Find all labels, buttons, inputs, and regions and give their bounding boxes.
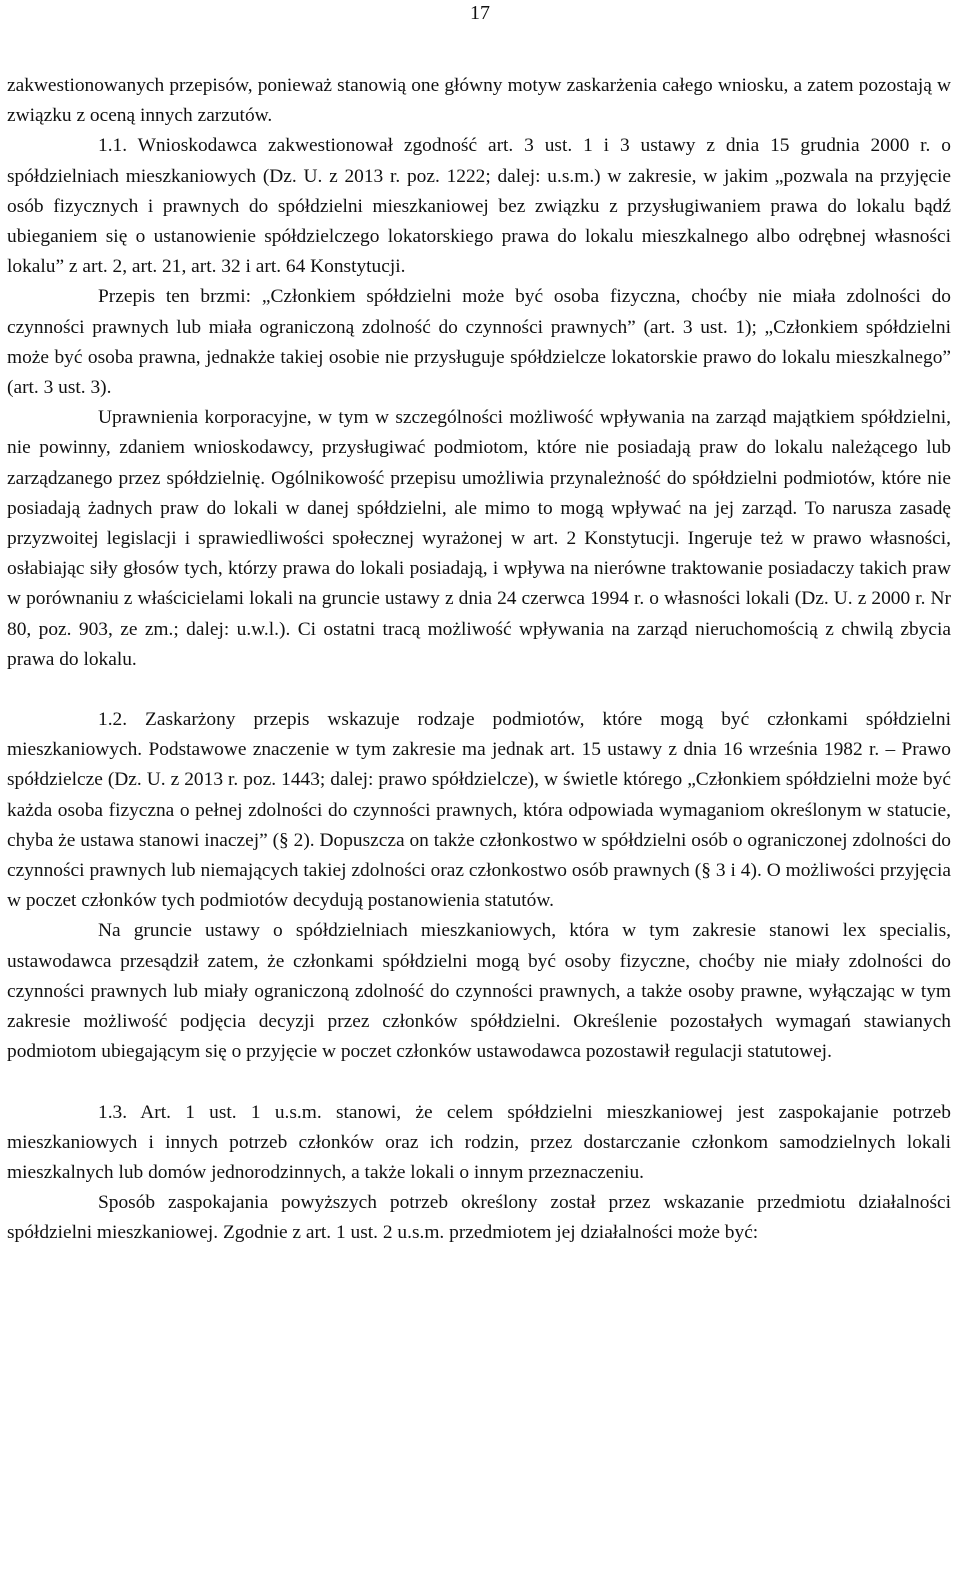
paragraph-1-3: 1.3. Art. 1 ust. 1 u.s.m. stanowi, że celem spółdzielni mieszkaniowej jest zaspokajanie potrzeb mieszkaniowych i innych potrzeb członków oraz ich rodzin, przez dostarczanie członkom samodzielnych lokali mieszkalnych lub domów jednorodzinnych, a także lokali o innym przeznaczeniu. — [7, 1101, 951, 1183]
page-number: 17 — [470, 2, 490, 24]
paragraph-lex-specialis: Na gruncie ustawy o spółdzielniach mieszkaniowych, która w tym zakresie stanowi lex specialis, ustawodawca przesądził zatem, że członkami spółdzielni mogą być osoby fizyczne, choćby nie miały zdolności do czynności prawnych lub miały ograniczoną zdolność do czynności prawnych, a także osoby prawne, wyłączając w tym zakresie możliwość podjęcia decyzji przez członków spółdzielni. Określenie pozostałych wymagań stawianych podmiotom ubiegającym się o przyjęcie w poczet członków ustawodawca pozostawił regulacji statutowej. — [7, 920, 951, 1063]
paragraph-corporate-rights: Uprawnienia korporacyjne, w tym w szczególności możliwość wpływania na zarząd majątkiem spółdzielni, nie powinny, zdaniem wnioskodawcy, przysługiwać podmiotom, które nie posiadają praw do lokalu należącego lub zarządzanego przez spółdzielnię. Ogólnikowość przepisu umożliwia przynależność do spółdzielni podmiotów, które nie posiadają żadnych praw do lokali w danej spółdzielni, ale mimo to mogą wpływać na jej zarząd. To narusza zasadę przyzwoitej legislacji i sprawiedliwości społecznej wyrażonej w art. 2 Konstytucji. Ingeruje też w prawo własności, osłabiając siły głosów tych, którzy prawa do lokali posiadają, i wpływa na nierówne traktowanie posiadaczy takich praw w porównaniu z właścicielami lokali na gruncie ustawy z dnia 24 czerwca 1994 r. o własności lokali (Dz. U. z 2000 r. Nr 80, poz. 903, ze zm.; dalej: u.w.l.). Ci ostatni tracą możliwość wpływania na zarząd nieruchomością z chwilą zbycia prawa do lokalu. — [7, 407, 951, 670]
paragraph-1-1: 1.1. Wnioskodawca zakwestionował zgodność art. 3 ust. 1 i 3 ustawy z dnia 15 grudnia 2000 r. o spółdzielniach mieszkaniowych (Dz. U. z 2013 r. poz. 1222; dalej: u.s.m.) w zakresie, w jakim „pozwala na przyjęcie osób fizycznych i prawnych do spółdzielni mieszkaniowej bez związku z przysługiwaniem prawa do lokalu bądź ubieganiem się o ustanowienie spółdzielczego lokatorskiego prawa do lokalu mieszkalnego albo odrębnej własności lokalu” z art. 2, art. 21, art. 32 i art. 64 Konstytucji. — [7, 135, 951, 278]
paragraph-1-2: 1.2. Zaskarżony przepis wskazuje rodzaje podmiotów, które mogą być członkami spółdzielni mieszkaniowych. Podstawowe znaczenie w tym zakresie ma jednak art. 15 ustawy z dnia 16 września 1982 r. – Prawo spółdzielcze (Dz. U. z 2013 r. poz. 1443; dalej: prawo spółdzielcze), w świetle którego „Członkiem spółdzielni może być każda osoba fizyczna o pełnej zdolności do czynności prawnych, która odpowiada wymaganiom określonym w statucie, chyba że ustawa stanowi inaczej” (§ 2). Dopuszcza on także członkostwo w spółdzielni osób o ograniczonej zdolności do czynności prawnych lub niemających takiej zdolności oraz członkostwo osób prawnych (§ 3 i 4). O możliwości przyjęcia w poczet członków tych podmiotów decydują postanowienia statutów. — [7, 709, 951, 912]
paragraph-scope-of-activity: Sposób zaspokajania powyższych potrzeb określony został przez wskazanie przedmiotu działalności spółdzielni mieszkaniowej. Zgodnie z art. 1 ust. 2 u.s.m. przedmiotem jej działalności może być: — [7, 1192, 951, 1244]
paragraph-continuation: zakwestionowanych przepisów, ponieważ stanowią one główny motyw zaskarżenia całego wniosku, a zatem pozostają w związku z oceną innych zarzutów. — [7, 75, 951, 127]
paragraph-quoted-provision: Przepis ten brzmi: „Członkiem spółdzielni może być osoba fizyczna, choćby nie miała zdolności do czynności prawnych lub miała ograniczoną zdolność do czynności prawnych” (art. 3 ust. 1); „Członkiem spółdzielni może być osoba prawna, jednakże takiej osobie nie przysługuje spółdzielcze lokatorskie prawo do lokalu mieszkalnego” (art. 3 ust. 3). — [7, 286, 951, 399]
document-body — [7, 71, 951, 1249]
